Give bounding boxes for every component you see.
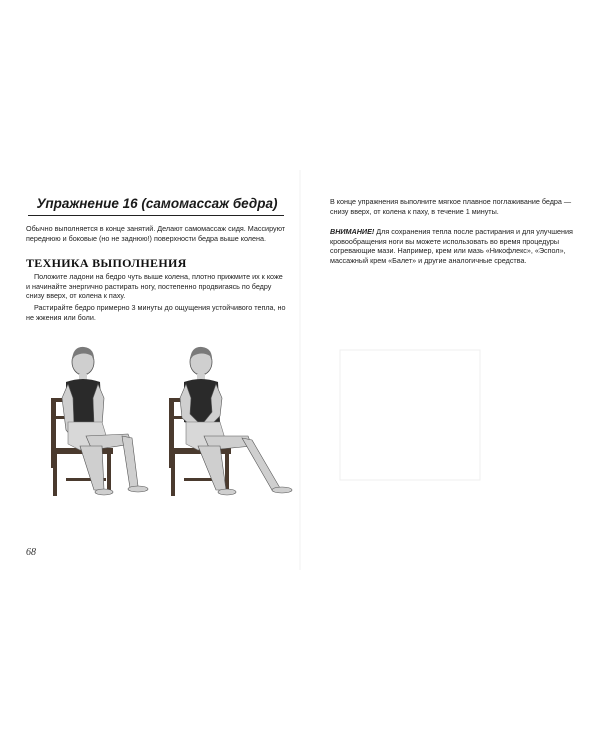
intro-paragraph: Обычно выполняется в конце занятий. Делают самомассаж сидя. Массируют переднюю и боковые (но не заднюю!) поверхности бедра выше колена. [26, 224, 286, 243]
seated-woman-massage-end-icon [169, 347, 292, 496]
left-page [26, 190, 288, 570]
page-number: 68 [26, 547, 36, 558]
page-gutter [299, 170, 301, 570]
closing-instruction-paragraph: В конце упражнения выполните мягкое плавное поглаживание бедра — снизу вверх, от колена к паху, в течение 1 минуты. [330, 197, 572, 216]
attention-text: Для сохранения тепла после растирания и для улучшения кровообращения ноги вы можете использовать во время процедуры согревающие мази. Например, крем или мазь «Никофлекс», «Эспол», массажный крем «Балет» и другие аналогичные средства. [330, 227, 573, 265]
title-underline [28, 215, 284, 216]
exercise-title: Упражнение 16 (самомассаж бедра) [36, 196, 278, 211]
section-heading: ТЕХНИКА ВЫПОЛНЕНИЯ [26, 256, 187, 270]
exercise-illustration [46, 338, 296, 508]
bleed-through-illustration-icon [330, 340, 490, 490]
instruction-step-1: Положите ладони на бедро чуть выше колена, плотно прижмите их к коже и начинайте энергично растирать ногу, постепенно продвигаясь по бедру снизу вверх, от колена к паху. [26, 272, 283, 300]
seated-woman-massage-start-icon [51, 347, 148, 496]
attention-paragraph [330, 227, 582, 265]
instruction-step-2: Растирайте бедро примерно 3 минуты до ощущения устойчивого тепла, но не жжения или боли. [26, 303, 286, 322]
attention-label: ВНИМАНИЕ! [330, 227, 375, 236]
